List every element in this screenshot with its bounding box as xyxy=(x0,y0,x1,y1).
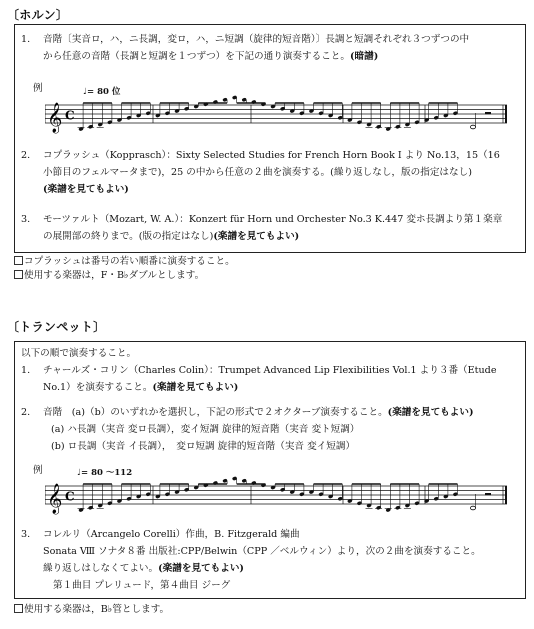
horn-item-3-score-note: (楽譜を見てもよい) xyxy=(213,231,300,242)
horn-scale-staff xyxy=(45,95,507,139)
trumpet-item-3 xyxy=(21,526,517,594)
item-number: 2. xyxy=(21,150,31,161)
horn-note-1 xyxy=(14,255,235,269)
horn-note-2 xyxy=(14,269,204,283)
horn-memorize-note: (暗譜) xyxy=(350,51,379,62)
horn-tempo-marking: ♩= 80 位 xyxy=(83,87,121,97)
trumpet-section-title: 〔トランペット〕 xyxy=(7,320,106,334)
trumpet-item-3-line2: Sonata Ⅷ ソナタ８番 出版社:CPP/Belwin（CPP ／ベルウィン）より，次の２曲を演奏すること。 xyxy=(43,546,481,557)
trumpet-item-1 xyxy=(21,362,517,396)
trumpet-intro xyxy=(21,345,517,362)
item-number: 1. xyxy=(21,365,31,376)
horn-item-2 xyxy=(21,147,517,198)
horn-item-1-line2: から任意の音階（長調と短調を１つずつ）を下記の通り演奏すること。 xyxy=(43,51,350,62)
horn-item-3-line2: の展開部の終りまで。(版の指定はなし) xyxy=(43,231,214,242)
common-time-icon: C xyxy=(65,108,75,123)
horn-item-1-line1: 音階〔実音ロ，ハ，ニ長調，変ロ，ハ，ニ短調（旋律的短音階）〕長調と短調それぞれ３つずつの中 xyxy=(43,34,470,45)
trumpet-scale-option-a: (a) ハ長調（実音 変ロ長調），変イ短調 旋律的短音階（実音 変ト短調） xyxy=(51,424,360,435)
treble-clef-icon: 𝄞 xyxy=(47,484,63,514)
trumpet-item-3-line3: 繰り返しはしなくてよい。 xyxy=(43,563,159,574)
trumpet-item-2 xyxy=(21,404,517,455)
trumpet-requirements-box xyxy=(14,341,526,599)
trumpet-example-label: 例 xyxy=(33,465,43,476)
checkbox-icon xyxy=(14,270,23,279)
half-note-head xyxy=(470,506,475,510)
trumpet-item-1-score-note: (楽譜を見てもよい) xyxy=(152,382,239,393)
half-rest-icon xyxy=(485,493,491,495)
horn-item-2-line1: コプラッシュ（Kopprasch）：Sixty Selected Studies for French Horn Book I より No.13，15（16 xyxy=(43,150,500,161)
item-number: 1. xyxy=(21,34,31,45)
half-note-head xyxy=(470,125,475,129)
horn-requirements-box xyxy=(14,24,526,253)
checkbox-icon xyxy=(14,604,23,613)
horn-item-3 xyxy=(21,211,517,245)
trumpet-item-1-line2: No.1）を演奏すること。 xyxy=(43,382,153,393)
horn-item-3-line1: モーツァルト（Mozart, W. A.）：Konzert für Horn und Orchester No.3 K.447 変ホ長調より第１楽章 xyxy=(43,214,503,225)
trumpet-note-1 xyxy=(14,603,169,617)
item-number: 2. xyxy=(21,407,31,418)
horn-item-2-score-note: (楽譜を見てもよい) xyxy=(43,184,129,195)
treble-clef-icon: 𝄞 xyxy=(47,103,63,133)
horn-section-title: 〔ホルン〕 xyxy=(7,8,69,22)
horn-note-1-text: コプラッシュは番号の若い順番に演奏すること。 xyxy=(24,256,235,267)
trumpet-note-1-text: 使用する楽器は，B♭管とします。 xyxy=(24,604,170,615)
trumpet-item-2-line1: 音階 (a)（b）のいずれかを選択し，下記の形式で２オクターブ演奏すること。 xyxy=(43,407,388,418)
checkbox-icon xyxy=(14,256,23,265)
trumpet-tempo-marking: ♩= 80 〜112 xyxy=(77,468,133,478)
item-number: 3. xyxy=(21,214,31,225)
horn-example-label: 例 xyxy=(33,83,43,94)
trumpet-intro-text: 以下の順で演奏すること。 xyxy=(21,348,137,359)
trumpet-item-1-line1: チャールズ・コリン（Charles Colin）：Trumpet Advanced Lip Flexibilities Vol.1 より３番（Etude xyxy=(43,365,497,376)
half-rest-icon xyxy=(485,112,491,114)
horn-item-2-line2: 小節目のフェルマータまで)，25 の中から任意の２曲を演奏する。(繰り返しなし，版の指定はなし) xyxy=(43,167,472,178)
trumpet-item-3-score-note: (楽譜を見てもよい) xyxy=(158,563,244,574)
trumpet-item-3-pieces: 第１曲目 プレリュード，第４曲目 ジーグ xyxy=(53,580,231,591)
item-number: 3. xyxy=(21,529,31,540)
horn-note-2-text: 使用する楽器は，F・B♭ダブルとします。 xyxy=(24,270,205,281)
horn-item-1 xyxy=(21,31,517,65)
trumpet-item-2-score-note: (楽譜を見てもよい) xyxy=(387,407,474,418)
common-time-icon: C xyxy=(65,489,75,504)
trumpet-item-3-line1: コレルリ（Arcangelo Corelli）作曲，B. Fitzgerald 編曲 xyxy=(43,529,300,540)
trumpet-scale-staff xyxy=(45,476,507,520)
trumpet-scale-option-b: (b) ロ長調（実音 イ長調）， 変ロ短調 旋律的短音階（実音 変イ短調） xyxy=(51,441,356,452)
